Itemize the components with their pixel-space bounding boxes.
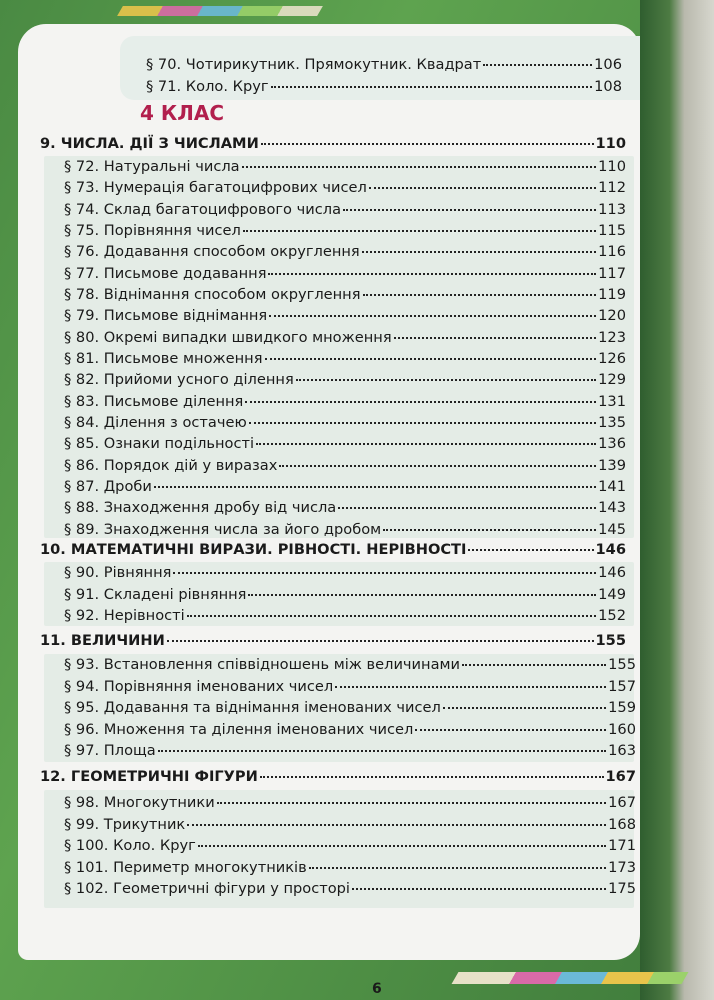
toc-entry xyxy=(64,656,636,673)
grade-heading: 4 КЛАС xyxy=(140,101,224,125)
dot-leader xyxy=(269,315,596,317)
toc-entry-title: § 87. Дроби xyxy=(64,477,152,495)
toc-entry xyxy=(64,880,636,897)
chapter-heading xyxy=(40,768,636,785)
toc-entry-page: 119 xyxy=(598,285,626,303)
chapter-heading xyxy=(40,541,626,558)
toc-entry-page: 108 xyxy=(594,78,622,95)
toc-entry-page: 129 xyxy=(598,371,626,389)
toc-entry-page: 143 xyxy=(598,499,626,517)
toc-entry xyxy=(64,371,626,388)
toc-entry-title: § 93. Встановлення співвідношень між величинами xyxy=(64,656,461,673)
toc-entry xyxy=(64,816,636,833)
dot-leader xyxy=(245,401,596,403)
toc-entry-page: 139 xyxy=(598,456,626,474)
dot-leader xyxy=(369,187,596,189)
dot-leader xyxy=(383,529,596,531)
toc-entry-title: § 89. Знаходження числа за його дробом xyxy=(64,520,382,538)
toc-entry-page: 106 xyxy=(594,56,622,73)
dot-leader xyxy=(309,867,606,869)
toc-entry-page: 152 xyxy=(598,607,626,624)
dot-leader xyxy=(154,486,596,488)
dot-leader xyxy=(249,422,596,424)
toc-entry xyxy=(64,179,626,196)
toc-entry-page: 157 xyxy=(608,677,636,695)
toc-entry-title: § 71. Коло. Круг xyxy=(146,78,269,95)
dot-leader xyxy=(468,549,593,551)
toc-entry-title: § 81. Письмове множення xyxy=(64,349,263,367)
toc-entry-page: 126 xyxy=(598,349,626,367)
chapter-title: 9. ЧИСЛА. ДІЇ З ЧИСЛАМИ xyxy=(40,135,259,152)
chapter-title: 12. ГЕОМЕТРИЧНІ ФІГУРИ xyxy=(40,768,258,785)
dot-leader xyxy=(483,64,592,66)
toc-entry xyxy=(64,350,626,367)
dot-leader xyxy=(187,615,596,617)
dot-leader xyxy=(279,465,596,467)
dot-leader xyxy=(198,845,606,847)
toc-entry xyxy=(64,329,626,346)
toc-entry xyxy=(64,243,626,260)
toc-entry-page: 163 xyxy=(608,742,636,759)
dot-leader xyxy=(187,824,606,826)
dot-leader xyxy=(335,686,606,688)
toc-entry xyxy=(64,521,626,538)
dot-leader xyxy=(248,594,596,596)
next-page-edge xyxy=(640,0,714,1000)
toc-entry xyxy=(64,286,626,303)
dot-leader xyxy=(158,750,606,752)
toc-entry-page: 112 xyxy=(598,179,626,197)
page-number: 6 xyxy=(372,981,382,997)
chapter-title: 10. МАТЕМАТИЧНІ ВИРАЗИ. РІВНОСТІ. НЕРІВНОСТІ xyxy=(40,541,467,558)
toc-entry-title: § 70. Чотирикутник. Прямокутник. Квадрат xyxy=(146,56,482,73)
dot-leader xyxy=(243,230,596,232)
toc-entry-page: 131 xyxy=(598,392,626,410)
toc-entry-page: 175 xyxy=(608,880,636,897)
chapter-heading xyxy=(40,632,626,649)
dot-leader xyxy=(443,707,606,709)
dot-leader xyxy=(261,143,594,145)
dot-leader xyxy=(265,358,597,360)
toc-entry-title: § 79. Письмове віднімання xyxy=(64,307,268,325)
toc-entry-title: § 95. Додавання та віднімання іменованих чисел xyxy=(64,699,441,716)
toc-entry-title: § 96. Множення та ділення іменованих чисел xyxy=(64,720,414,738)
dot-leader xyxy=(362,251,596,253)
toc-entry-title: § 98. Многокутники xyxy=(64,794,215,811)
toc-entry xyxy=(64,265,626,282)
toc-entry-page: 146 xyxy=(598,564,626,581)
dot-leader xyxy=(173,572,596,574)
toc-entry-page: 159 xyxy=(608,699,636,716)
toc-entry xyxy=(64,478,626,495)
decorative-stripe-bottom xyxy=(452,972,689,984)
toc-entry-page: 149 xyxy=(598,585,626,603)
dot-leader xyxy=(167,640,594,642)
toc-entry xyxy=(64,414,626,431)
toc-entry-title: § 97. Площа xyxy=(64,742,156,759)
toc-entry-title: § 85. Ознаки подільності xyxy=(64,435,255,453)
toc-entry-page: 171 xyxy=(608,837,636,854)
toc-entry-title: § 86. Порядок дій у виразах xyxy=(64,456,278,474)
toc-entry-page: 155 xyxy=(608,656,636,673)
dot-leader xyxy=(352,888,606,890)
toc-entry-title: § 82. Прийоми усного ділення xyxy=(64,371,294,389)
chapter-title: 11. ВЕЛИЧИНИ xyxy=(40,632,165,649)
dot-leader xyxy=(394,337,597,339)
chapter-page: 110 xyxy=(595,135,626,152)
toc-entry-title: § 94. Порівняння іменованих чисел xyxy=(64,677,334,695)
toc-entry-title: § 101. Периметр многокутників xyxy=(64,858,307,876)
toc-entry-title: § 76. Додавання способом округлення xyxy=(64,243,360,261)
chapter-page: 167 xyxy=(605,768,636,785)
toc-entry xyxy=(64,201,626,218)
dot-leader xyxy=(271,86,593,88)
toc-entry-page: 141 xyxy=(598,477,626,495)
chapter-page: 146 xyxy=(595,541,626,558)
dot-leader xyxy=(363,294,597,296)
toc-entry-title: § 84. Ділення з остачею xyxy=(64,413,247,431)
toc-entry-page: 120 xyxy=(598,307,626,325)
toc-entry-title: § 78. Віднімання способом округлення xyxy=(64,285,361,303)
dot-leader xyxy=(268,273,596,275)
dot-leader xyxy=(338,507,596,509)
toc-entry xyxy=(64,393,626,410)
toc-entry-page: 116 xyxy=(598,243,626,261)
dot-leader xyxy=(415,729,606,731)
toc-entry-page: 167 xyxy=(608,794,636,811)
toc-entry-page: 136 xyxy=(598,435,626,453)
toc-entry-page: 160 xyxy=(608,720,636,738)
toc-entry-page: 123 xyxy=(598,328,626,346)
dot-leader xyxy=(343,209,596,211)
toc-entry xyxy=(64,794,636,811)
toc-entry-title: § 92. Нерівності xyxy=(64,607,185,624)
toc-entry-title: § 83. Письмове ділення xyxy=(64,392,244,410)
toc-entry-page: 115 xyxy=(598,221,626,239)
toc-entry-page: 145 xyxy=(598,520,626,538)
dot-leader xyxy=(462,664,606,666)
toc-entry-page: 110 xyxy=(598,158,626,175)
toc-entry xyxy=(64,435,626,452)
chapter-page: 155 xyxy=(595,632,626,649)
toc-entry xyxy=(64,307,626,324)
toc-entry-title: § 77. Письмове додавання xyxy=(64,264,267,282)
dot-leader xyxy=(296,379,596,381)
toc-entry-page: 117 xyxy=(598,264,626,282)
toc-entry xyxy=(64,499,626,516)
toc-entry xyxy=(64,564,626,581)
decorative-stripe-top xyxy=(117,6,323,16)
toc-entry-title: § 72. Натуральні числа xyxy=(64,158,240,175)
toc-entry xyxy=(64,742,636,759)
chapter-heading xyxy=(40,135,626,152)
toc-entry-title: § 102. Геометричні фігури у просторі xyxy=(64,880,350,897)
dot-leader xyxy=(242,166,597,168)
toc-entry-title: § 80. Окремі випадки швидкого множення xyxy=(64,328,392,346)
toc-entry xyxy=(64,678,636,695)
toc-entry xyxy=(146,78,622,95)
toc-entry xyxy=(64,586,626,603)
toc-entry-title: § 90. Рівняння xyxy=(64,564,172,581)
toc-entry-title: § 73. Нумерація багатоцифрових чисел xyxy=(64,179,367,197)
toc-entry-page: 113 xyxy=(598,200,626,218)
toc-entry-page: 135 xyxy=(598,413,626,431)
dot-leader xyxy=(256,443,596,445)
toc-entry xyxy=(64,699,636,716)
toc-entry-title: § 74. Склад багатоцифрового числа xyxy=(64,200,342,218)
toc-entry-title: § 88. Знаходження дробу від числа xyxy=(64,499,337,517)
toc-entry-page: 173 xyxy=(608,858,636,876)
toc-entry-title: § 100. Коло. Круг xyxy=(64,837,196,854)
toc-entry xyxy=(64,457,626,474)
toc-entry xyxy=(64,721,636,738)
toc-entry xyxy=(64,222,626,239)
toc-entry-page: 168 xyxy=(608,815,636,833)
toc-entry xyxy=(146,56,622,73)
toc-entry-title: § 75. Порівняння чисел xyxy=(64,221,241,239)
toc-entry-title: § 91. Складені рівняння xyxy=(64,585,247,603)
toc-entry xyxy=(64,859,636,876)
toc-entry-title: § 99. Трикутник xyxy=(64,815,186,833)
toc-entry xyxy=(64,837,636,854)
toc-entry xyxy=(64,607,626,624)
dot-leader xyxy=(217,802,606,804)
toc-entry xyxy=(64,158,626,175)
dot-leader xyxy=(260,776,604,778)
